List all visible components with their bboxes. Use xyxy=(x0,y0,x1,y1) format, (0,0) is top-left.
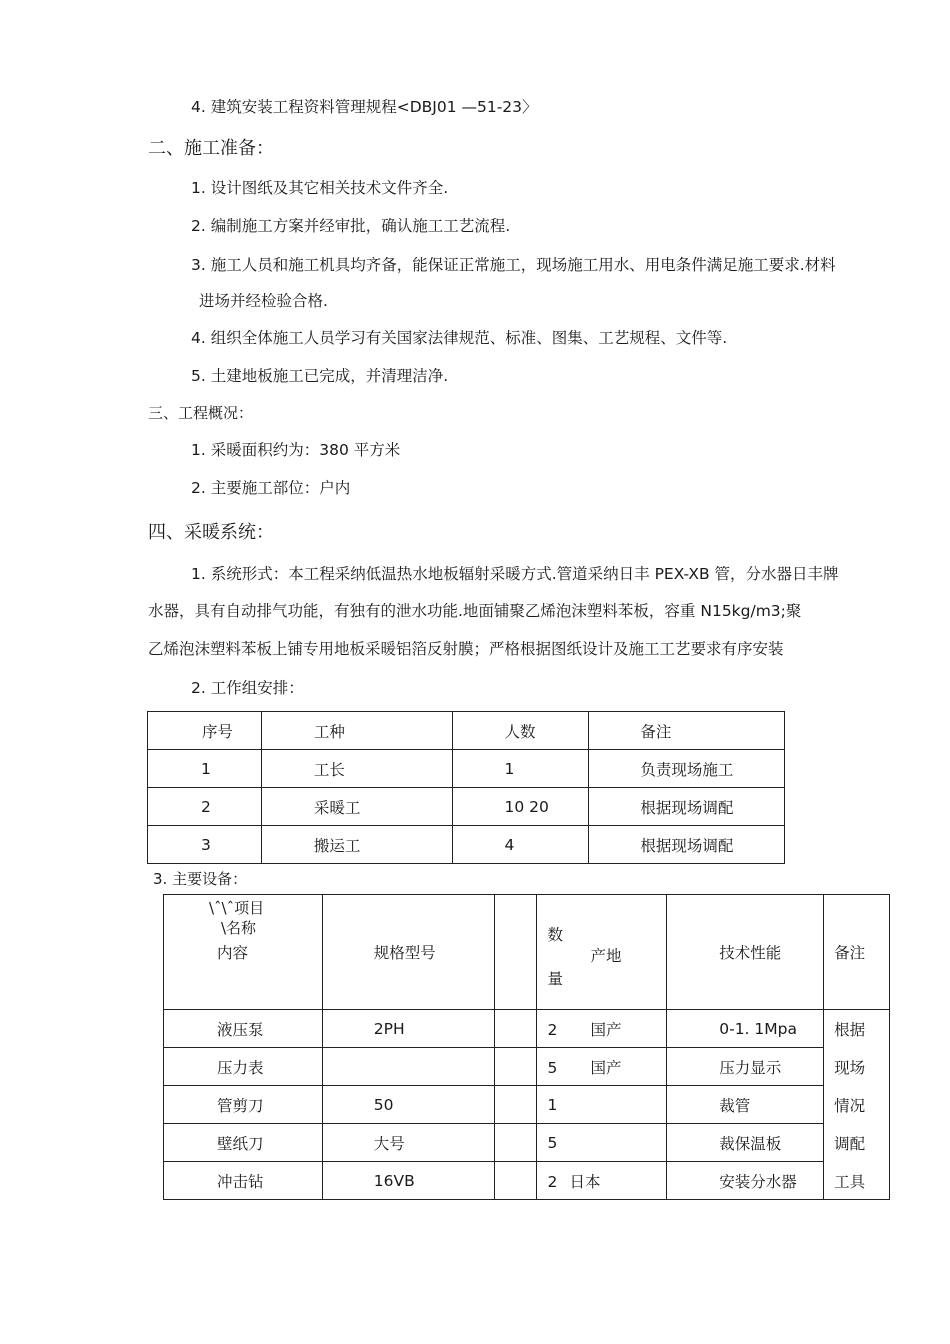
prep-item-3-cont: 进场并经检验合格. xyxy=(199,292,328,310)
cell: 3 xyxy=(148,826,262,864)
note-char: 工具 xyxy=(834,1173,866,1191)
cell: 4 xyxy=(452,826,589,864)
cell xyxy=(537,1048,667,1086)
section-heading-prep: 二、施工准备： xyxy=(148,138,274,159)
cell: 根据现场调配 xyxy=(589,826,785,864)
cell: 工长 xyxy=(261,750,452,788)
diag-label-item: \ˆ\ˆ项目 xyxy=(209,899,265,917)
table-row xyxy=(164,1086,890,1124)
cell: 根据现场调配 xyxy=(589,788,785,826)
heating-item-1: 1. 系统形式：本工程采纳低温热水地板辐射采暖方式.管道采纳日丰 PEX-XB 管，分水器日丰牌 xyxy=(191,565,839,583)
qty: 2 xyxy=(547,1172,558,1191)
header-cell: 工种 xyxy=(261,712,452,750)
qty: 5 xyxy=(547,1133,558,1152)
diagonal-header-cell xyxy=(164,895,323,1010)
diag-label-name: \名称 xyxy=(221,919,257,937)
cell: 安装分水器 xyxy=(667,1162,824,1200)
cell: 50 xyxy=(322,1086,494,1124)
heating-item-2: 2. 工作组安排： xyxy=(191,679,304,697)
blank-cell xyxy=(494,1048,537,1086)
header-cell: 技术性能 xyxy=(667,895,824,1010)
header-cell: 规格型号 xyxy=(322,895,494,1010)
cell: 10 20 xyxy=(452,788,589,826)
note-char: 现场 xyxy=(834,1059,866,1077)
qty: 5 xyxy=(547,1058,558,1077)
cell: 压力显示 xyxy=(667,1048,824,1086)
cell: 管剪刀 xyxy=(164,1086,323,1124)
table-row xyxy=(164,1162,890,1200)
note-char: 调配 xyxy=(834,1135,866,1153)
origin: 国产 xyxy=(590,1058,622,1077)
overview-item-1: 1. 采暖面积约为：380 平方米 xyxy=(191,441,401,459)
cell: 大号 xyxy=(322,1124,494,1162)
blank-cell xyxy=(494,1086,537,1124)
cell xyxy=(537,1124,667,1162)
qty: 1 xyxy=(547,1095,558,1114)
section-heading-overview: 三、工程概况： xyxy=(148,404,254,422)
cell: 2PH xyxy=(322,1010,494,1048)
table-row xyxy=(148,750,785,788)
cell: 裁管 xyxy=(667,1086,824,1124)
header-cell: 备注 xyxy=(589,712,785,750)
table-header-row xyxy=(164,895,890,1010)
prep-item-2: 2. 编制施工方案并经审批，确认施工工艺流程. xyxy=(191,217,511,235)
table-row xyxy=(164,1048,890,1086)
table-header-row xyxy=(148,712,785,750)
table-row xyxy=(164,1124,890,1162)
note-merged-cell xyxy=(824,1010,890,1200)
cell: 1 xyxy=(452,750,589,788)
cell xyxy=(537,1162,667,1200)
cell xyxy=(537,1086,667,1124)
header-cell: 人数 xyxy=(452,712,589,750)
table-row xyxy=(148,826,785,864)
cell: 16VB xyxy=(322,1162,494,1200)
table-row xyxy=(148,788,785,826)
prep-item-4: 4. 组织全体施工人员学习有关国家法律规范、标准、图集、工艺规程、文件等. xyxy=(191,329,728,347)
cell: 壁纸刀 xyxy=(164,1124,323,1162)
origin-label: 产地 xyxy=(590,947,622,965)
prep-item-5: 5. 土建地板施工已完成，并清理洁净. xyxy=(191,367,449,385)
qty-label-bottom: 量 xyxy=(547,970,563,988)
note-char: 根据 xyxy=(834,1021,866,1039)
diag-label-content: 内容 xyxy=(217,944,249,962)
heating-item-1-cont-1: 水器，具有自动排气功能，有独有的泄水功能.地面铺聚乙烯泡沫塑料苯板，容重 N15kg/m3;聚 xyxy=(148,602,802,620)
qty: 2 xyxy=(547,1020,558,1039)
cell: 压力表 xyxy=(164,1048,323,1086)
cell: 0-1. 1Mpa xyxy=(667,1010,824,1048)
blank-cell xyxy=(494,1010,537,1048)
cell: 裁保温板 xyxy=(667,1124,824,1162)
cell xyxy=(322,1048,494,1086)
cell: 负责现场施工 xyxy=(589,750,785,788)
qty-origin-header-cell xyxy=(537,895,667,1010)
section-heading-heating: 四、采暖系统： xyxy=(148,522,274,543)
blank-cell xyxy=(494,1124,537,1162)
prep-item-1: 1. 设计图纸及其它相关技术文件齐全. xyxy=(191,179,449,197)
qty-label-top: 数 xyxy=(547,926,563,944)
cell: 1 xyxy=(148,750,262,788)
prep-item-3: 3. 施工人员和施工机具均齐备，能保证正常施工，现场施工用水、用电条件满足施工要求.材料 xyxy=(191,256,836,274)
heating-item-3: 3. 主要设备： xyxy=(153,870,248,888)
cell xyxy=(537,1010,667,1048)
cell: 液压泵 xyxy=(164,1010,323,1048)
origin: 日本 xyxy=(569,1172,601,1191)
header-cell: 序号 xyxy=(148,712,262,750)
equipment-table xyxy=(163,894,890,1200)
cell: 冲击钻 xyxy=(164,1162,323,1200)
cell: 搬运工 xyxy=(261,826,452,864)
team-table xyxy=(147,711,785,864)
heating-item-1-cont-2: 乙烯泡沫塑料苯板上铺专用地板采暖铝箔反射膜；严格根据图纸设计及施工工艺要求有序安装 xyxy=(148,640,784,658)
overview-item-2: 2. 主要施工部位：户内 xyxy=(191,479,351,497)
note-char: 情况 xyxy=(834,1097,866,1115)
regulation-item-4: 4. 建筑安装工程资料管理规程<DBJ01 —51-23〉 xyxy=(191,98,538,116)
blank-cell xyxy=(494,1162,537,1200)
cell: 2 xyxy=(148,788,262,826)
header-cell: 备注 xyxy=(824,895,890,1010)
origin: 国产 xyxy=(590,1020,622,1039)
cell: 采暖工 xyxy=(261,788,452,826)
blank-cell xyxy=(494,895,537,1010)
table-row xyxy=(164,1010,890,1048)
